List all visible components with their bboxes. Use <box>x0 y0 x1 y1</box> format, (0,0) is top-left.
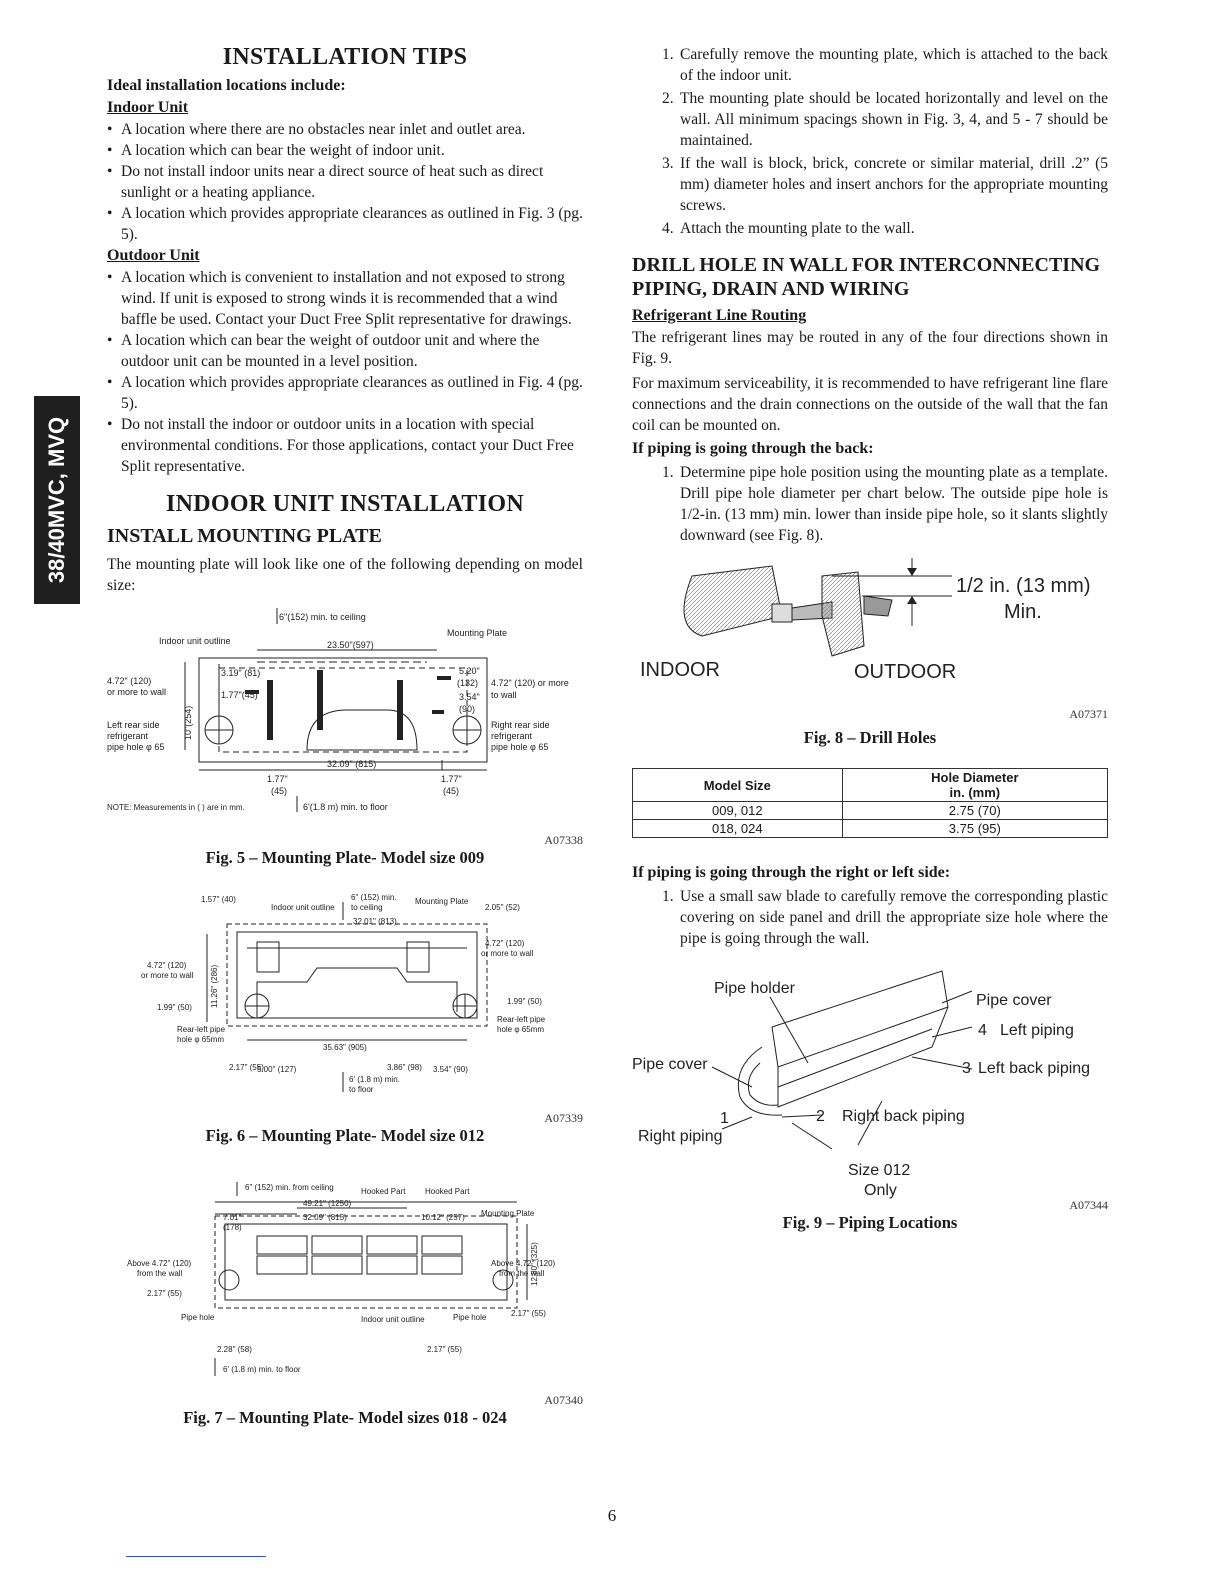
installation-tips-title: INSTALLATION TIPS <box>222 44 468 70</box>
fig5-left-pipe-1: Left rear side <box>107 720 160 730</box>
fig7-d217l: 2.17" (55) <box>147 1289 182 1298</box>
fig5-d10: 10"(254) <box>183 705 193 740</box>
fig5-right-pipe-2: refrigerant <box>491 731 533 741</box>
fig9-size-1: Size 012 <box>848 1162 911 1179</box>
table-cell: 009, 012 <box>633 802 843 820</box>
side-piping-label: If piping is going through the right or left side: <box>632 864 951 881</box>
fig5-d177: 1.77"(45) <box>221 690 258 700</box>
fig5-d132: (132) <box>457 678 479 688</box>
fig7-outline: Indoor unit outline <box>361 1315 425 1324</box>
fig6-left-pipe-1: Rear-left pipe <box>177 1025 226 1034</box>
fig9-right-back: Right back piping <box>842 1108 965 1125</box>
fig6-d157: 1.57" (40) <box>201 895 236 904</box>
routing-text-1: The refrigerant lines may be routed in any of the four directions shown in Fig. 9. <box>632 329 1108 367</box>
list-item: • A location which can bear the weight of outdoor unit and where the outdoor unit can be mounted in a level position. <box>107 330 583 372</box>
list-item: 1. Use a small saw blade to carefully remove the corresponding plastic covering on side panel and drill the appropriate size hole where the pipe is going through the wall. <box>662 888 1108 947</box>
fig9-num2: 2 <box>816 1108 825 1125</box>
fig5-diagram <box>107 600 583 828</box>
fig7-right-wall-1: Above 4.72" (120) <box>491 1259 556 1268</box>
fig6-floor-2: to floor <box>349 1085 374 1094</box>
list-item: • A location which provides appropriate clearances as outlined in Fig. 4 (pg. 5). <box>107 372 583 414</box>
fig7-left-wall-2: from the wall <box>137 1269 183 1278</box>
fig6-d199r: 1.99" (50) <box>507 997 542 1006</box>
hole-diameter-header: Hole Diameter in. (mm) <box>842 769 1107 802</box>
fig7-hooked-r: Hooked Part <box>425 1187 470 1196</box>
fig6-d386: 3.86" (98) <box>387 1063 422 1072</box>
table-cell: 3.75 (95) <box>842 820 1107 838</box>
fig6-diagram <box>107 884 583 1106</box>
list-item: • A location which provides appropriate clearances as outlined in Fig. 3 (pg. 5). <box>107 203 583 245</box>
list-item: 1. Carefully remove the mounting plate, which is attached to the back of the indoor unit. <box>662 46 1108 84</box>
drill-hole-heading: DRILL HOLE IN WALL FOR INTERCONNECTING PIPING, DRAIN AND WIRING <box>632 254 1101 300</box>
fig8-dim-2: Min. <box>1004 601 1042 623</box>
fig7 <box>107 1162 583 1428</box>
fig9-pipe-holder: Pipe holder <box>714 980 795 997</box>
fig7-code: A07340 <box>544 1393 583 1407</box>
back-steps <box>632 462 1108 546</box>
fig5-right-pipe-1: Right rear side <box>491 720 550 730</box>
fig5-b45-r: (45) <box>443 786 460 796</box>
fig7-d178: (178) <box>223 1223 242 1232</box>
outdoor-unit-heading: Outdoor Unit <box>107 247 200 264</box>
fig6-d199l: 1.99" (50) <box>157 1003 192 1012</box>
fig9-diagram <box>632 967 1108 1207</box>
fig6-ceiling-2: to ceiling <box>351 903 383 912</box>
fig7-ceiling: 6" (152) min. from ceiling <box>245 1183 334 1192</box>
fig7-d217b: 2.17" (55) <box>427 1345 462 1354</box>
fig6-outline: Indoor unit outline <box>271 903 335 912</box>
fig6-d1126: 11.26" (286) <box>210 964 219 1008</box>
fig5-left-pipe-3: pipe hole φ 65 <box>107 742 165 752</box>
fig7-caption: Fig. 7 – Mounting Plate- Model sizes 018 - 024 <box>183 1408 507 1427</box>
fig7-hooked-l: Hooked Part <box>361 1187 406 1196</box>
fig5-d90: (90) <box>459 704 476 714</box>
hole-diameter-table <box>632 768 1108 838</box>
fig9-size-2: Only <box>864 1182 897 1199</box>
fig6-code: A07339 <box>544 1111 583 1125</box>
fig9 <box>632 967 1108 1233</box>
fig7-left-wall-1: Above 4.72" (120) <box>127 1259 192 1268</box>
fig5-d354: 3.54" <box>459 692 480 702</box>
fig8-outdoor: OUTDOOR <box>854 661 957 683</box>
fig9-pipe-cover-r: Pipe cover <box>976 992 1052 1009</box>
table-header-row <box>633 769 1108 802</box>
list-item: • A location where there are no obstacles near inlet and outlet area. <box>107 119 583 140</box>
fig5-left-wall-2: or more to wall <box>107 687 167 697</box>
fig8-dim-1: 1/2 in. (13 mm) <box>956 575 1091 597</box>
fig5-width-top: 23.50"(597) <box>327 640 374 650</box>
fig7-diagram <box>107 1162 583 1388</box>
mounting-plate-text: The mounting plate will look like one of the following depending on model size: <box>107 556 583 594</box>
fig5-width-bottom: 32.09" (815) <box>327 759 377 769</box>
fig9-code: A07344 <box>1069 1198 1108 1212</box>
list-item: 1. Determine pipe hole position using the mounting plate as a template. Drill pipe hole diameter per chart below. The outside pipe hole is 1/2-in. (13 mm) min. lower than inside pipe hole, so it slants slightly downward (see Fig. 8). <box>662 464 1108 544</box>
fig7-d228: 2.28" (58) <box>217 1345 252 1354</box>
model-size-header: Model Size <box>633 769 843 802</box>
fig9-num3: 3 <box>962 1060 971 1077</box>
fig6-d354: 3.54" (90) <box>433 1065 468 1074</box>
list-item: • Do not install indoor units near a direct source of heat such as direct sunlight or a heating appliance. <box>107 161 583 203</box>
fig6 <box>107 884 583 1146</box>
fig6-d500: 5.00" (127) <box>257 1065 297 1074</box>
fig7-floor: 6' (1.8 m) min. to floor <box>223 1365 301 1374</box>
fig6-left-wall-2: or more to wall <box>141 971 194 980</box>
fig6-right-pipe-1: Rear-left pipe <box>497 1015 546 1024</box>
fig5-right-wall-1: 4.72" (120) or more <box>491 678 569 688</box>
fig7-right-wall-2: from the wall <box>499 1269 545 1278</box>
fig7-d4921: 49.21" (1250) <box>303 1199 352 1208</box>
fig6-right-wall-1: 4.72" (120) <box>485 939 525 948</box>
fig7-d3209: 32.09" (815) <box>303 1213 347 1222</box>
side-steps <box>632 886 1108 949</box>
list-item: 4. Attach the mounting plate to the wall. <box>662 220 915 237</box>
fig5-caption: Fig. 5 – Mounting Plate- Model size 009 <box>205 848 485 867</box>
fig8-indoor: INDOOR <box>640 659 720 681</box>
fig5-right-wall-2: to wall <box>491 690 517 700</box>
fig5-b177-r: 1.77" <box>441 774 462 784</box>
outdoor-list <box>107 267 583 477</box>
fig5-code: A07338 <box>544 833 583 847</box>
fig5-ceiling: 6"(152) min. to ceiling <box>279 612 366 622</box>
routing-text-2: For maximum serviceability, it is recommended to have refrigerant line flare connections and the drain connections on the outside of the wall that the fan coil can be mounted on. <box>632 375 1108 434</box>
table-row <box>633 802 1108 820</box>
fig5-outline: Indoor unit outline <box>159 636 231 646</box>
left-column <box>107 44 583 1428</box>
fig7-pipe-l: Pipe hole <box>181 1313 215 1322</box>
indoor-installation-title: INDOOR UNIT INSTALLATION <box>166 491 524 517</box>
list-item: • A location which is convenient to installation and not exposed to strong wind. If unit is exposed to strong winds it is recommended that a wind baffle be used. Contact your Duct Free Split representative for drawings. <box>107 267 583 330</box>
fig6-d3563: 35.63" (905) <box>323 1043 367 1052</box>
fig6-left-wall-1: 4.72" (120) <box>147 961 187 970</box>
fig9-left-back: Left back piping <box>978 1060 1091 1077</box>
fig5-b177-l: 1.77" <box>267 774 288 784</box>
fig8 <box>632 556 1108 748</box>
fig6-d217: 2.17" (55) <box>229 1063 264 1072</box>
fig9-left-piping: Left piping <box>1000 1022 1074 1039</box>
fig5-d520: 5.20" <box>459 666 480 676</box>
table-cell: 018, 024 <box>633 820 843 838</box>
fig7-d1012: 10.12" (257) <box>421 1213 465 1222</box>
indoor-list <box>107 119 583 245</box>
fig8-diagram <box>632 556 1108 746</box>
fig5-left-wall-1: 4.72" (120) <box>107 676 152 686</box>
side-tab <box>34 396 80 604</box>
fig6-left-pipe-2: hole φ 65mm <box>177 1035 224 1044</box>
fig5 <box>107 600 583 868</box>
fig7-d217r: 2.17" (55) <box>511 1309 546 1318</box>
fig9-num4: 4 <box>978 1022 987 1039</box>
mounting-steps <box>632 44 1108 239</box>
table-row <box>633 820 1108 838</box>
table-cell: 2.75 (70) <box>842 802 1107 820</box>
fig9-pipe-cover-l: Pipe cover <box>632 1056 708 1073</box>
fig5-d319: 3.19" (81) <box>221 668 261 678</box>
mounting-plate-heading: INSTALL MOUNTING PLATE <box>107 525 382 547</box>
fig6-right-wall-2: or more to wall <box>481 949 534 958</box>
fig7-d701: 7.01" <box>223 1213 242 1222</box>
fig5-right-pipe-3: pipe hole φ 65 <box>491 742 549 752</box>
fig6-ceiling-1: 6" (152) min. <box>351 893 397 902</box>
side-tab-label: 38/40MVC, MVQ <box>44 416 69 584</box>
list-item: • Do not install the indoor or outdoor units in a location with special environmental conditions. For those applications, contact your Duct Free Split representative. <box>107 414 583 477</box>
fig5-note: NOTE: Measurements in ( ) are in mm. <box>107 803 245 812</box>
fig7-d1280: 12.80" (325) <box>530 1242 539 1286</box>
fig7-pipe-r: Pipe hole <box>453 1313 487 1322</box>
list-item: 3. If the wall is block, brick, concrete or similar material, drill .2” (5 mm) diameter holes and insert anchors for the appropriate mounting screws. <box>662 155 1108 214</box>
fig9-caption: Fig. 9 – Piping Locations <box>782 1213 958 1232</box>
ideal-locations-label: Ideal installation locations include: <box>107 77 346 94</box>
fig6-d3201: 32.01" (813) <box>353 917 397 926</box>
fig8-code: A07371 <box>1069 707 1108 721</box>
indoor-unit-heading: Indoor Unit <box>107 99 189 116</box>
fig6-d205: 2.05" (52) <box>485 903 520 912</box>
fig5-left-pipe-2: refrigerant <box>107 731 149 741</box>
list-item: 2. The mounting plate should be located horizontally and level on the wall. All minimum spacings shown in Fig. 3, 4, and 5 - 7 should be maintained. <box>662 90 1108 149</box>
fig8-caption: Fig. 8 – Drill Holes <box>803 728 937 747</box>
fig6-plate: Mounting Plate <box>415 897 469 906</box>
fig9-num1: 1 <box>720 1110 729 1127</box>
page-number: 6 <box>607 1506 617 1525</box>
fig5-floor: 6'(1.8 m) min. to floor <box>303 802 388 812</box>
routing-heading: Refrigerant Line Routing <box>632 307 807 324</box>
back-piping-label: If piping is going through the back: <box>632 440 874 457</box>
fig5-plate: Mounting Plate <box>447 628 508 638</box>
fig7-plate: Mounting Plate <box>481 1209 535 1218</box>
fig6-floor-1: 6' (1.8 m) min. <box>349 1075 400 1084</box>
fig6-right-pipe-2: hole φ 65mm <box>497 1025 544 1034</box>
fig9-right-piping: Right piping <box>638 1128 723 1145</box>
list-item: • A location which can bear the weight of indoor unit. <box>107 140 583 161</box>
fig6-caption: Fig. 6 – Mounting Plate- Model size 012 <box>205 1126 485 1145</box>
fig5-b45-l: (45) <box>271 786 288 796</box>
footer-rule <box>126 1556 266 1557</box>
right-column <box>632 44 1108 1233</box>
